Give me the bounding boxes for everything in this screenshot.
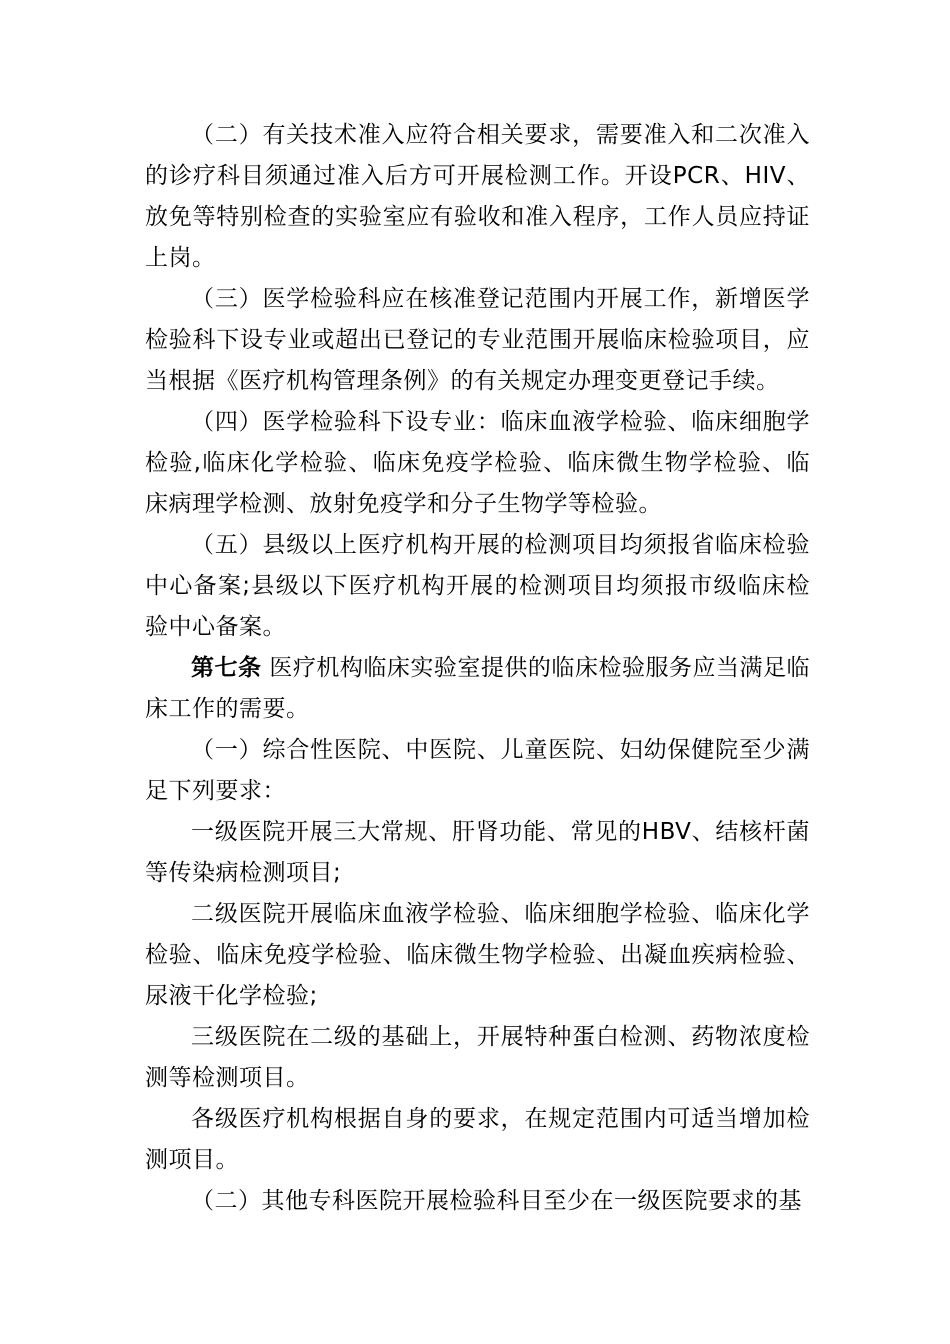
paragraph-4-subspecialties: （四）医学检验科下设专业：临床血液学检验、临床细胞学检验,临床化学检验、临床免疫学检验、临床微生物学检验、临床病理学检测、放射免疫学和分子生物学等检验。 xyxy=(145,409,810,517)
article-7-paragraph xyxy=(145,648,810,730)
paragraph-all-levels: 各级医疗机构根据自身的要求，在规定范围内可适当增加检测项目。 xyxy=(145,1106,810,1173)
paragraph-level-2-hospitals: 二级医院开展临床血液学检验、临床细胞学检验、临床化学检验、临床免疫学检验、临床微生物学检验、出凝血疾病检验、尿液干化学检验; xyxy=(145,901,810,1009)
article-7-heading: 第七条 xyxy=(191,655,262,681)
paragraph-general-hospitals: （一）综合性医院、中医院、儿童医院、妇幼保健院至少满足下列要求： xyxy=(145,737,810,804)
paragraph-5-filing: （五）县级以上医疗机构开展的检测项目均须报省临床检验中心备案;县级以下医疗机构开展的检测项目均须报市级临床检验中心备案。 xyxy=(145,532,810,640)
paragraph-specialty-hospitals: （二）其他专科医院开展检验科目至少在一级医院要求的基 xyxy=(191,1188,802,1214)
document-body xyxy=(145,115,810,1222)
paragraph-3-registration-scope: （三）医学检验科应在核准登记范围内开展工作，新增医学检验科下设专业或超出已登记的专业范围开展临床检验项目，应当根据《医疗机构管理条例》的有关规定办理变更登记手续。 xyxy=(145,286,810,394)
paragraph-level-1-hospitals: 一级医院开展三大常规、肝肾功能、常见的HBV、结核杆菌等传染病检测项目; xyxy=(145,819,810,886)
paragraph-level-3-hospitals: 三级医院在二级的基础上，开展特种蛋白检测、药物浓度检测等检测项目。 xyxy=(145,1024,810,1091)
article-7-text: 医疗机构临床实验室提供的临床检验服务应当满足临床工作的需要。 xyxy=(145,655,811,722)
paragraph-2-technical-access: （二）有关技术准入应符合相关要求，需要准入和二次准入的诊疗科目须通过准入后方可开展检测工作。开设PCR、HIV、放免等特别检查的实验室应有验收和准入程序，工作人员应持证上岗。 xyxy=(145,122,810,271)
